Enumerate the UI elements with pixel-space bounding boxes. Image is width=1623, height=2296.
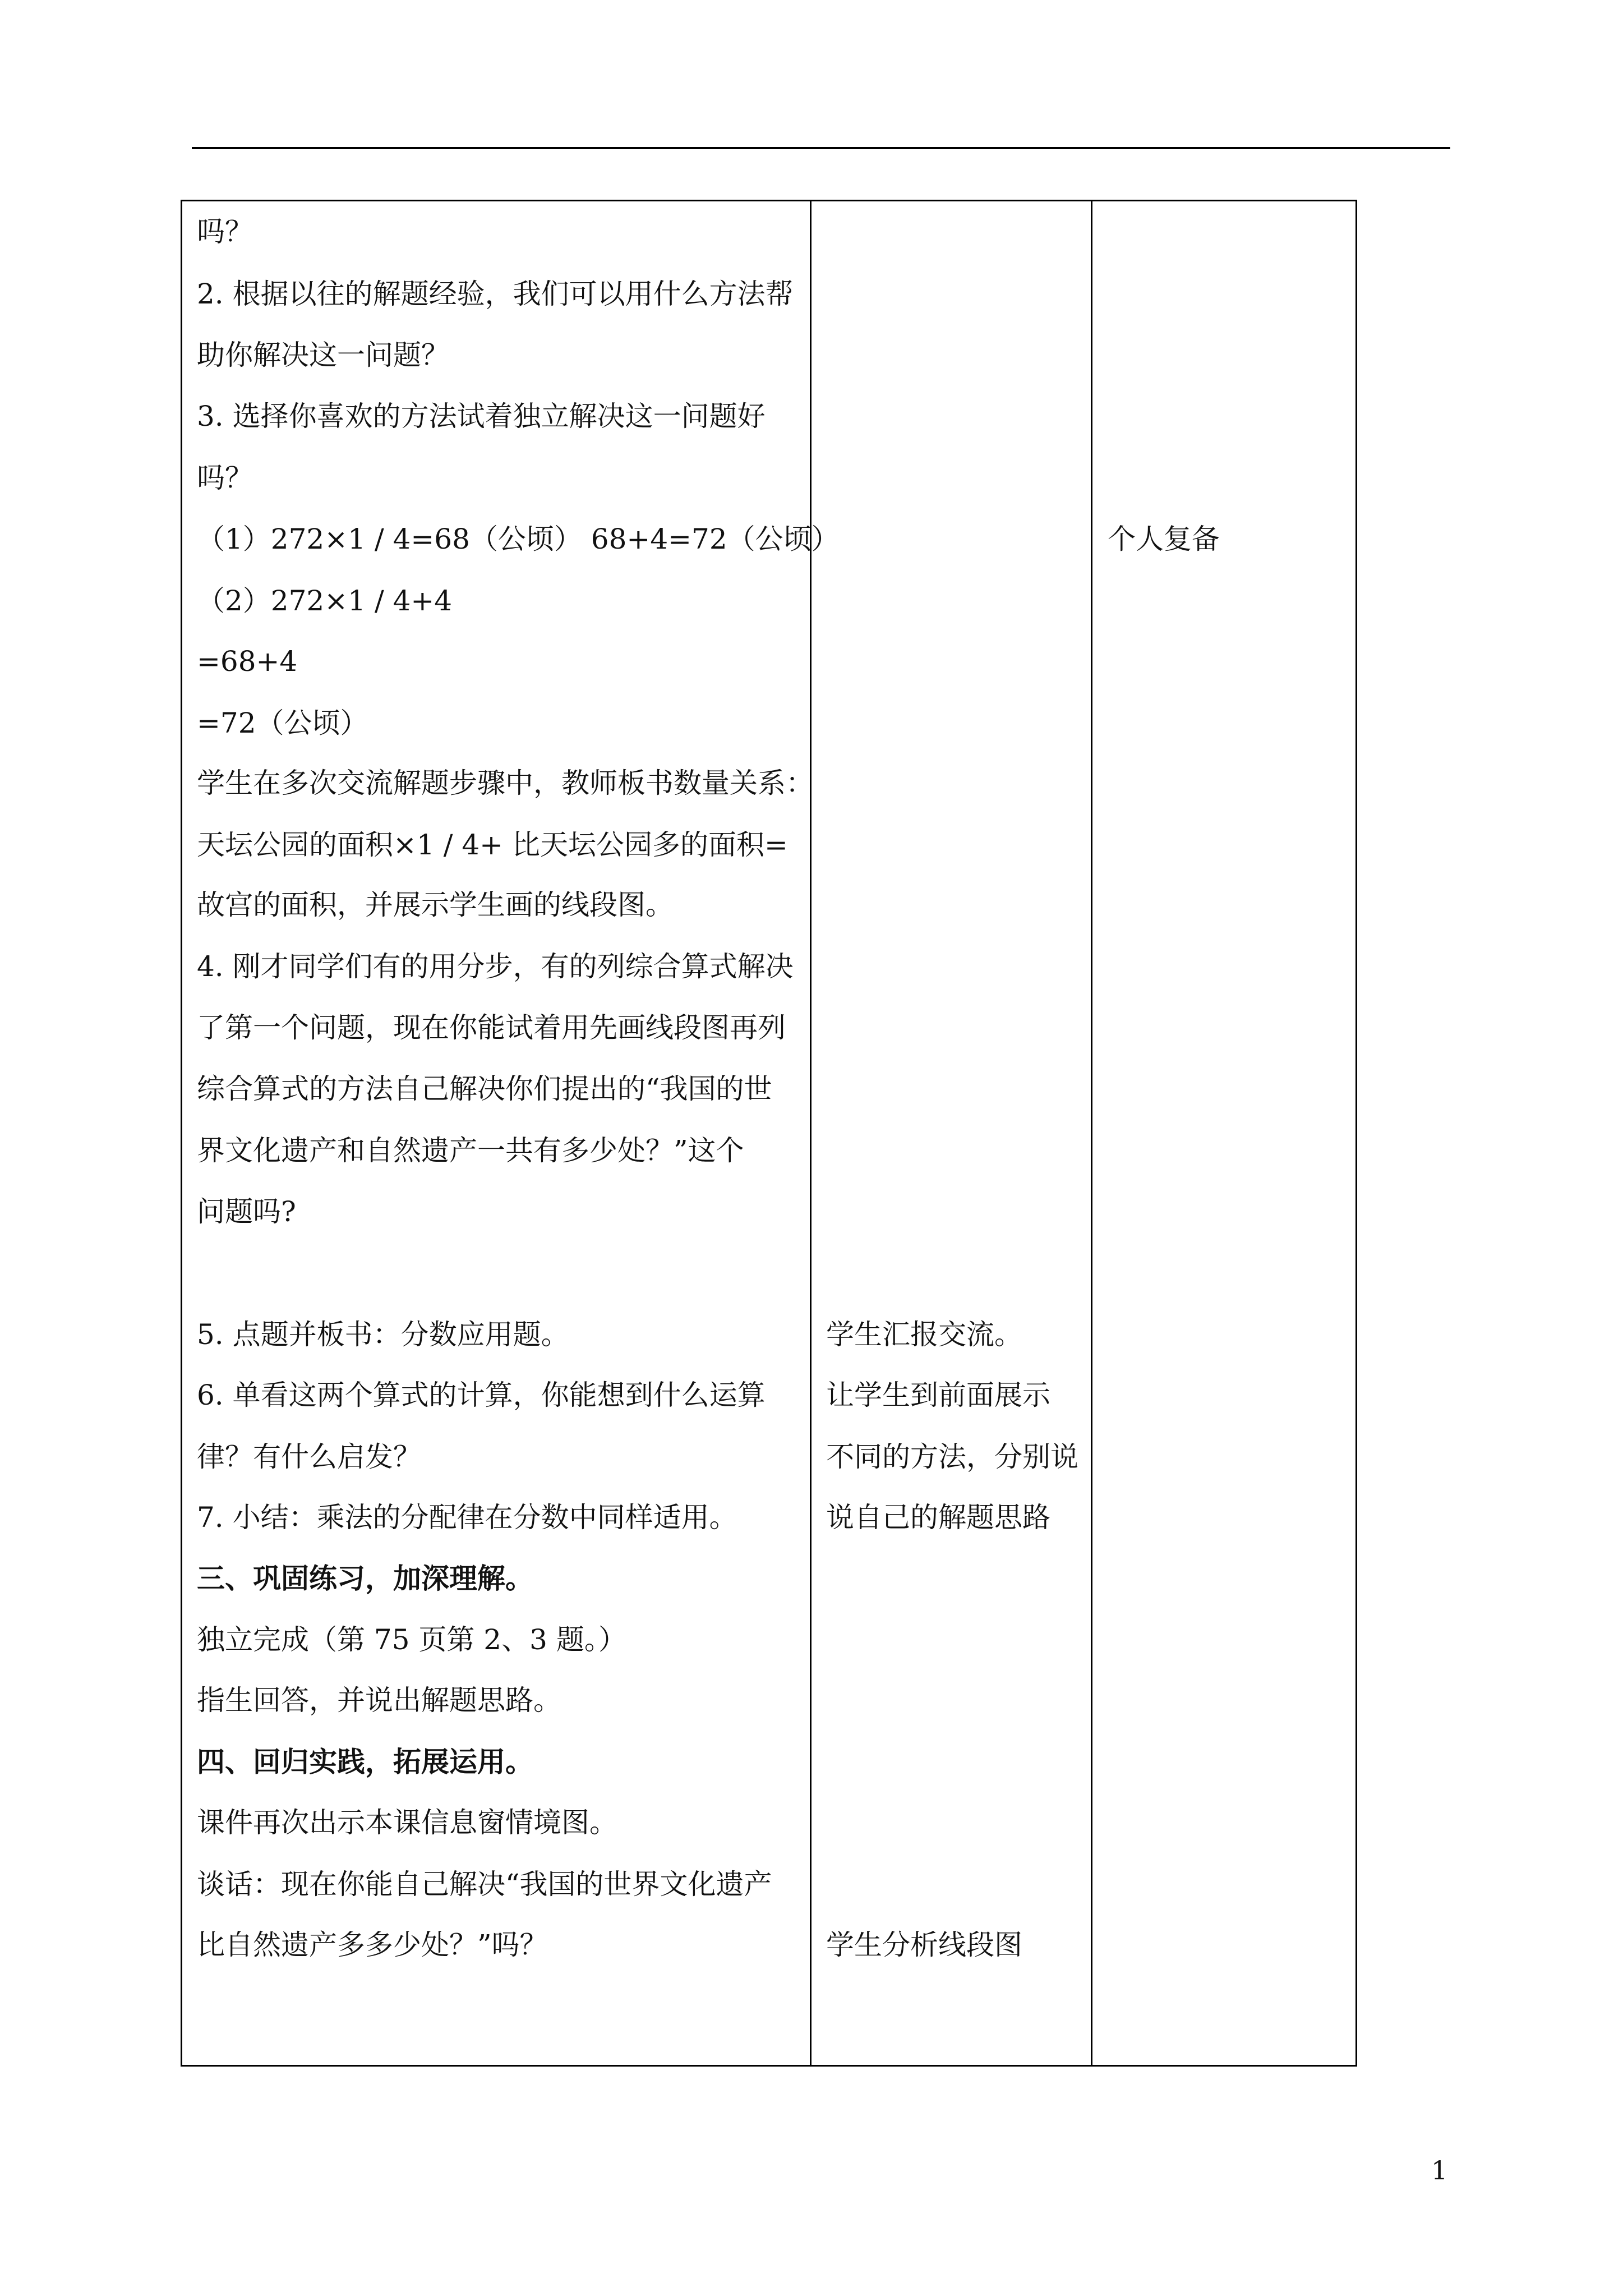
- text-line: 3. 选择你喜欢的方法试着独立解决这一问题好: [197, 400, 766, 432]
- text-line: 7. 小结：乘法的分配律在分数中同样适用。: [197, 1501, 737, 1534]
- text-line: 让学生到前面展示: [826, 1379, 1050, 1411]
- text-line: 了第一个问题，现在你能试着用先画线段图再列: [197, 1011, 786, 1044]
- text-line: 问题吗?: [197, 1195, 296, 1228]
- text-line: 故宫的面积，并展示学生画的线段图。: [197, 889, 674, 921]
- text-line: （2）272×1 / 4+4: [197, 585, 453, 617]
- text-line: 学生在多次交流解题步骤中，教师板书数量关系：: [197, 767, 814, 799]
- text-line: 吗？: [197, 215, 253, 248]
- text-line: 比自然遗产多多少处？”吗？: [197, 1929, 548, 1961]
- text-line: =68+4: [197, 645, 298, 678]
- column-divider: [810, 201, 811, 2065]
- text-line: 律？有什么启发？: [197, 1441, 421, 1473]
- text-line: 课件再次出示本课信息窗情境图。: [197, 1806, 617, 1839]
- text-line: 说自己的解题思路: [826, 1501, 1050, 1534]
- text-line: 综合算式的方法自己解决你们提出的“我国的世: [197, 1073, 772, 1105]
- text-line: 天坛公园的面积×1 / 4+ 比天坛公园多的面积=: [197, 829, 788, 861]
- text-line: 5. 点题并板书：分数应用题。: [197, 1318, 569, 1351]
- text-line: 指生回答，并说出解题思路。: [197, 1684, 561, 1717]
- text-line: 2. 根据以往的解题经验，我们可以用什么方法帮: [197, 278, 794, 310]
- text-line: 界文化遗产和自然遗产一共有多少处？”这个: [197, 1134, 744, 1167]
- text-line: 谈话：现在你能自己解决“我国的世界文化遗产: [197, 1868, 772, 1901]
- text-line: 个人复备: [1108, 523, 1220, 555]
- section-heading: 四、回归实践，拓展运用。: [197, 1745, 533, 1778]
- text-line: 助你解决这一问题？: [197, 339, 449, 371]
- text-line: 吗？: [197, 462, 253, 494]
- text-line: 6. 单看这两个算式的计算，你能想到什么运算: [197, 1379, 766, 1411]
- text-line: 学生汇报交流。: [826, 1318, 1022, 1351]
- text-line: 独立完成（第 75 页第 2、3 题。）: [197, 1623, 626, 1656]
- header-rule: [192, 147, 1450, 149]
- column-divider: [1091, 201, 1092, 2065]
- teacher-activity-column: [197, 201, 840, 2065]
- text-line: =72（公顷）: [197, 707, 368, 739]
- lesson-plan-table: [181, 200, 1357, 2067]
- section-heading: 三、巩固练习，加深理解。: [197, 1562, 533, 1595]
- student-activity-column: [826, 201, 1084, 2065]
- text-line: 4. 刚才同学们有的用分步，有的列综合算式解决: [197, 950, 794, 983]
- text-line: 不同的方法，分别说: [826, 1441, 1078, 1473]
- notes-column: [1108, 201, 1343, 2065]
- text-line: 学生分析线段图: [826, 1929, 1022, 1961]
- text-line: （1）272×1 / 4=68（公顷） 68+4=72（公顷）: [197, 523, 840, 555]
- page-number: 1: [1431, 2155, 1448, 2185]
